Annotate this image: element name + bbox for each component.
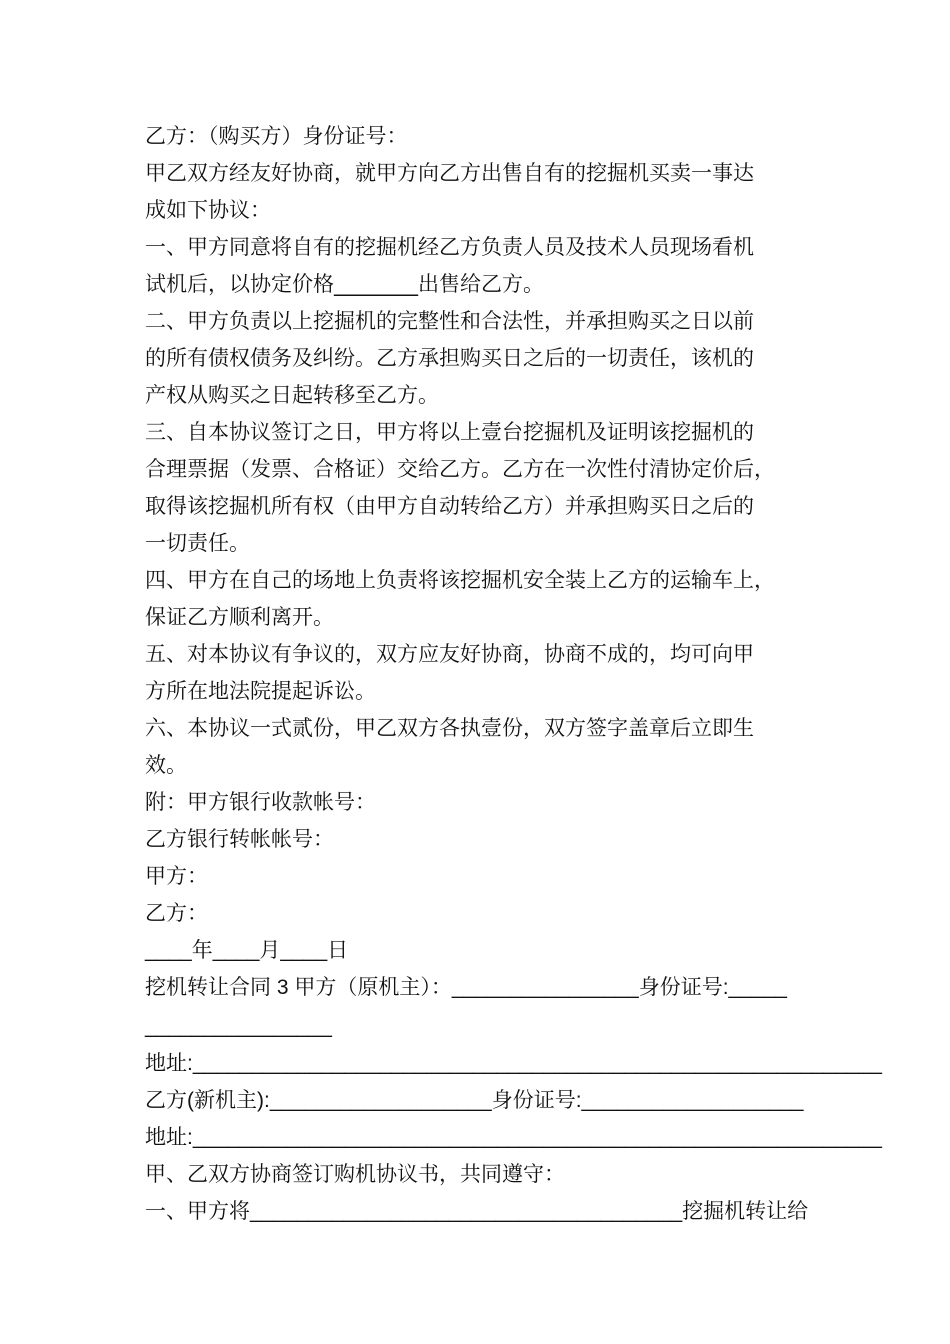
party-b-id-line: 乙方：（购买方）身份证号： xyxy=(145,124,408,148)
party-a-signature: 甲方： xyxy=(145,864,208,888)
party-b-signature: 乙方： xyxy=(145,901,208,925)
clause-6-line-2: 效。 xyxy=(145,753,187,777)
contract-3-body xyxy=(145,1008,882,1230)
clause-3-line-1: 三、自本协议签订之日，甲方将以上壹台挖掘机及证明该挖掘机的 xyxy=(145,420,754,444)
clause-3-line-2: 合理票据（发票、合格证）交给乙方。乙方在一次性付清协定价后， xyxy=(145,457,775,481)
clause-2-line-2: 的所有债权债务及纠纷。乙方承担购买日之后的一切责任，该机的 xyxy=(145,346,754,370)
intro-line-2: 成如下协议： xyxy=(145,198,271,222)
clause-1-line-2: 试机后，以协定价格________出售给乙方。 xyxy=(145,272,544,296)
intro-line-1: 甲乙双方经友好协商，就甲方向乙方出售自有的挖掘机买卖一事达 xyxy=(145,161,754,185)
clause-2-line-3: 产权从购买之日起转移至乙方。 xyxy=(145,383,439,407)
clause-4-line-1: 四、甲方在自己的场地上负责将该挖掘机安全装上乙方的运输车上， xyxy=(145,568,775,592)
id-number-continuation: ________________ xyxy=(145,1015,332,1038)
agreement-intro: 甲、乙双方协商签订购机协议书，共同遵守： xyxy=(145,1162,565,1186)
clause-3-line-4: 一切责任。 xyxy=(145,531,250,555)
clause-5-line-2: 方所在地法院提起诉讼。 xyxy=(145,679,376,703)
clause-6-line-1: 六、本协议一式贰份，甲乙双方各执壹份，双方签字盖章后立即生 xyxy=(145,716,754,740)
signing-date: ____年____月____日 xyxy=(145,939,349,962)
contract-3-header: 挖机转让合同 3 甲方（原机主）：________________身份证号:_____ xyxy=(145,976,787,999)
party-b-info: 乙方(新机主):___________________身份证号:___________________ xyxy=(145,1089,804,1112)
party-a-address: 地址:___________________________________________________________ xyxy=(145,1052,882,1075)
party-a-bank-account: 附：甲方银行收款帐号： xyxy=(145,790,376,814)
clause-2-line-1: 二、甲方负责以上挖掘机的完整性和合法性，并承担购买之日以前 xyxy=(145,309,754,333)
party-b-bank-account: 乙方银行转帐帐号： xyxy=(145,827,334,851)
party-b-address: 地址:___________________________________________________________ xyxy=(145,1126,882,1149)
clause-1-line-1: 一、甲方同意将自有的挖掘机经乙方负责人员及技术人员现场看机 xyxy=(145,235,754,259)
clause-4-line-2: 保证乙方顺利离开。 xyxy=(145,605,334,629)
transfer-clause-1: 一、甲方将_____________________________________挖掘机转让给 xyxy=(145,1200,809,1223)
contract-body xyxy=(145,118,810,1006)
clause-5-line-1: 五、对本协议有争议的，双方应友好协商，协商不成的，均可向甲 xyxy=(145,642,754,666)
clause-3-line-3: 取得该挖掘机所有权（由甲方自动转给乙方）并承担购买日之后的 xyxy=(145,494,754,518)
